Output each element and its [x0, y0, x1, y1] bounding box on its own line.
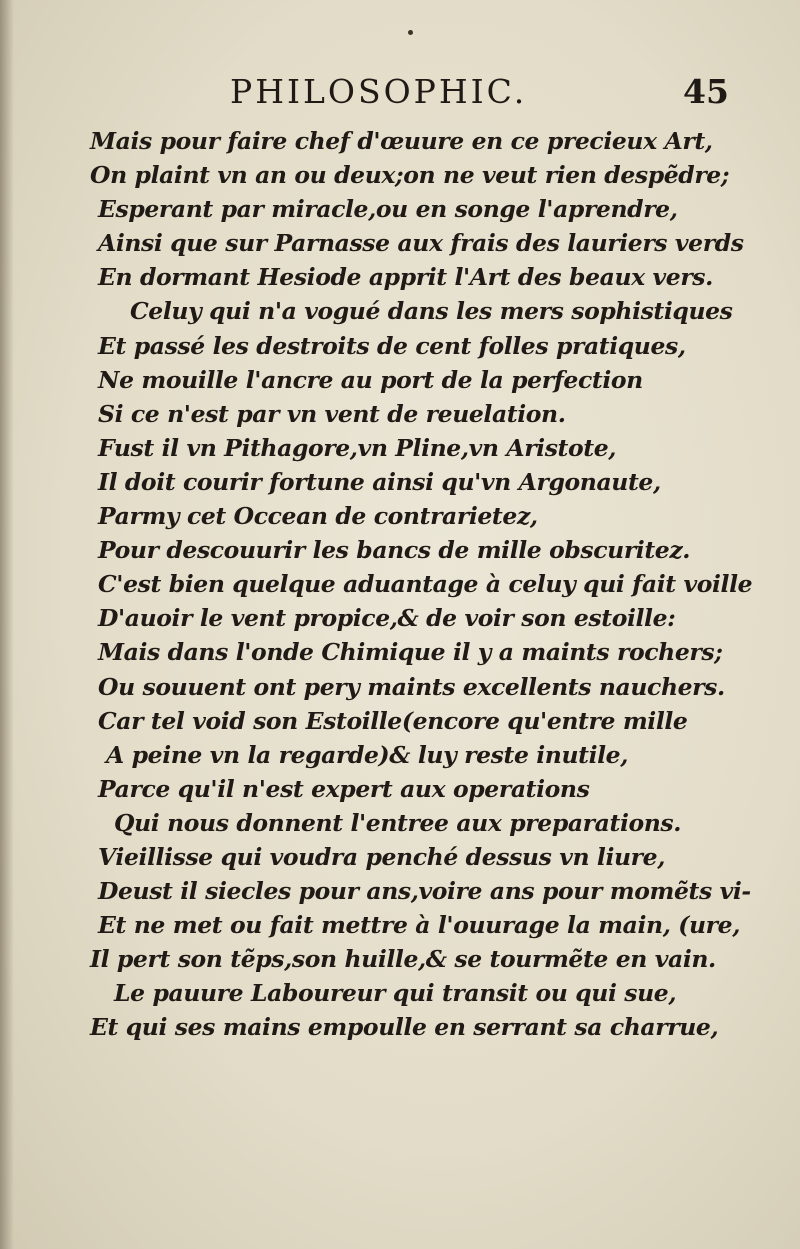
text-line: Parce qu'il n'est expert aux operations	[98, 774, 590, 803]
text-line: Mais pour faire chef d'œuure en ce precieux Art,	[90, 127, 713, 155]
text-line: Il doit courir fortune ainsi qu'vn Argonaute,	[98, 467, 661, 496]
text-line: En dormant Hesiode apprit l'Art des beaux vers.	[98, 263, 713, 292]
text-line: Celuy qui n'a vogué dans les mers sophistiques	[130, 297, 733, 326]
text-line: Pour descouurir les bancs de mille obscuritez.	[98, 536, 691, 565]
text-line: Il pert son tẽps,son huille,& se tourmẽte en vain.	[90, 945, 716, 974]
ink-speck	[408, 30, 413, 35]
text-line: On plaint vn an ou deux;on ne veut rien despẽdre;	[90, 161, 730, 190]
text-line: Et qui ses mains empoulle en serrant sa charrue,	[90, 1013, 719, 1042]
text-line: Vieillisse qui voudra penché dessus vn liure,	[98, 842, 665, 871]
text-line: Qui nous donnent l'entree aux preparations.	[114, 808, 682, 837]
page-number: 45	[683, 72, 729, 111]
page-header	[0, 72, 800, 116]
text-line: Ou souuent ont pery maints excellents nauchers.	[98, 672, 725, 701]
running-head: PHILOSOPHIC.	[230, 72, 528, 111]
text-line: Et passé les destroits de cent folles pratiques,	[98, 331, 686, 360]
text-line: Si ce n'est par vn vent de reuelation.	[98, 399, 566, 428]
text-line: Ne mouille l'ancre au port de la perfection	[98, 365, 643, 394]
text-line: Car tel void son Estoille(encore qu'entre mille	[98, 706, 688, 735]
text-line: Mais dans l'onde Chimique il y a maints rochers;	[98, 638, 723, 667]
text-line: Le pauure Laboureur qui transit ou qui sue,	[114, 979, 677, 1008]
text-line: Deust il siecles pour ans,voire ans pour momẽts vi-	[98, 877, 751, 906]
text-line: Ainsi que sur Parnasse aux frais des lauriers verds	[98, 229, 744, 258]
text-line: A peine vn la regarde)& luy reste inutile,	[106, 740, 629, 769]
text-line: D'auoir le vent propice,& de voir son estoille:	[98, 604, 676, 633]
text-line: Et ne met ou fait mettre à l'ouurage la main, (ure,	[98, 911, 740, 940]
text-line: Parmy cet Occean de contrarietez,	[98, 502, 538, 531]
binding-shadow	[0, 0, 14, 1249]
text-line: Esperant par miracle,ou en songe l'aprendre,	[98, 195, 678, 224]
poem-text	[90, 124, 770, 1045]
text-line: C'est bien quelque aduantage à celuy qui fait voille	[98, 570, 753, 599]
text-line: Fust il vn Pithagore,vn Pline,vn Aristote,	[98, 433, 617, 462]
